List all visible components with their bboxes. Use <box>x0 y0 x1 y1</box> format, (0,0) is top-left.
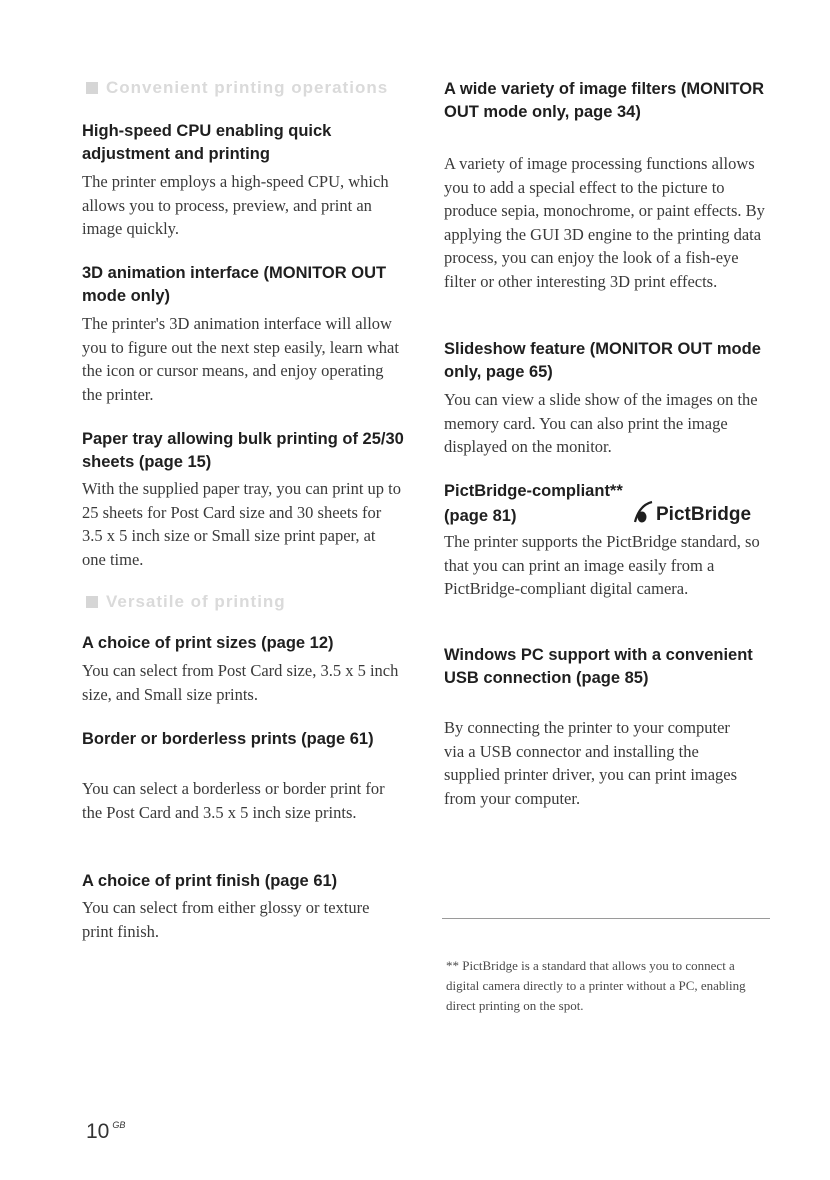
heading-slideshow: Slideshow feature (MONITOR OUT mode only, page 65) <box>444 340 761 381</box>
heading-paper-tray: Paper tray allowing bulk printing of 25/30 sheets (page 15) <box>82 430 404 471</box>
body-image-filters: A variety of image processing functions allows you to add a special effect to the picture to produce sepia, monochrome, or paint effects. By applying the GUI 3D engine to the printing data process, you can enjoy the look of a fish-eye filter or other interesting 3D print effects. <box>444 154 765 291</box>
body-border: You can select a borderless or border print for the Post Card and 3.5 x 5 inch size prints. <box>82 779 385 822</box>
body-slideshow: You can view a slide show of the images on the memory card. You can also print the image displayed on the monitor. <box>444 390 758 456</box>
heading-high-speed-cpu: High-speed CPU enabling quick adjustment and printing <box>82 122 332 163</box>
heading-3d-animation: 3D animation interface (MONITOR OUT mode only) <box>82 264 387 305</box>
section-title-text: Convenient printing operations <box>106 78 389 97</box>
footnote-divider <box>442 918 770 919</box>
body-3d-animation: The printer's 3D animation interface will allow you to figure out the next step easily, learn what the icon or cursor means, and enjoy operating the printer. <box>82 314 399 404</box>
section-square-icon <box>86 596 98 608</box>
body-paper-tray: With the supplied paper tray, you can print up to 25 sheets for Post Card size and 30 sheets for 3.5 x 5 inch size or Small size print paper, at one time. <box>82 479 402 569</box>
body-windows-pc: By connecting the printer to your computer via a USB connector and installing the supplied printer driver, you can print images from your computer. <box>444 718 738 808</box>
body-print-sizes: You can select from Post Card size, 3.5 x 5 inch size, and Small size prints. <box>82 661 399 704</box>
page-number-value: 10 <box>86 1120 110 1143</box>
section-title-convenient <box>86 78 388 98</box>
section-title-versatile <box>86 592 286 612</box>
heading-border: Border or borderless prints (page 61) <box>82 730 374 748</box>
heading-image-filters: A wide variety of image filters (MONITOR OUT mode only, page 34) <box>444 80 764 121</box>
body-print-finish: You can select from either glossy or texture print finish. <box>82 898 370 941</box>
section-title-text: Versatile of printing <box>106 592 286 611</box>
body-high-speed-cpu: The printer employs a high-speed CPU, which allows you to process, preview, and print an image quickly. <box>82 172 389 238</box>
page-number <box>86 1120 125 1144</box>
footnote: ** PictBridge is a standard that allows you to connect a digital camera directly to a printer without a PC, enabling direct printing on the spot. <box>446 958 746 1013</box>
heading-print-finish: A choice of print finish (page 61) <box>82 872 338 890</box>
heading-windows-pc: Windows PC support with a convenient USB connection (page 85) <box>444 646 753 687</box>
body-pictbridge: The printer supports the PictBridge standard, so that you can print an image easily from a PictBridge-compliant digital camera. <box>444 532 760 598</box>
heading-print-sizes: A choice of print sizes (page 12) <box>82 634 334 652</box>
pictbridge-logo-icon <box>632 500 654 524</box>
section-square-icon <box>86 82 98 94</box>
pictbridge-logo <box>632 500 751 526</box>
heading-pictbridge: PictBridge-compliant** <box>444 482 623 500</box>
page-language-code: GB <box>112 1120 126 1130</box>
heading-pictbridge-page: (page 81) <box>444 507 517 525</box>
pictbridge-logo-text: PictBridge <box>656 504 752 525</box>
